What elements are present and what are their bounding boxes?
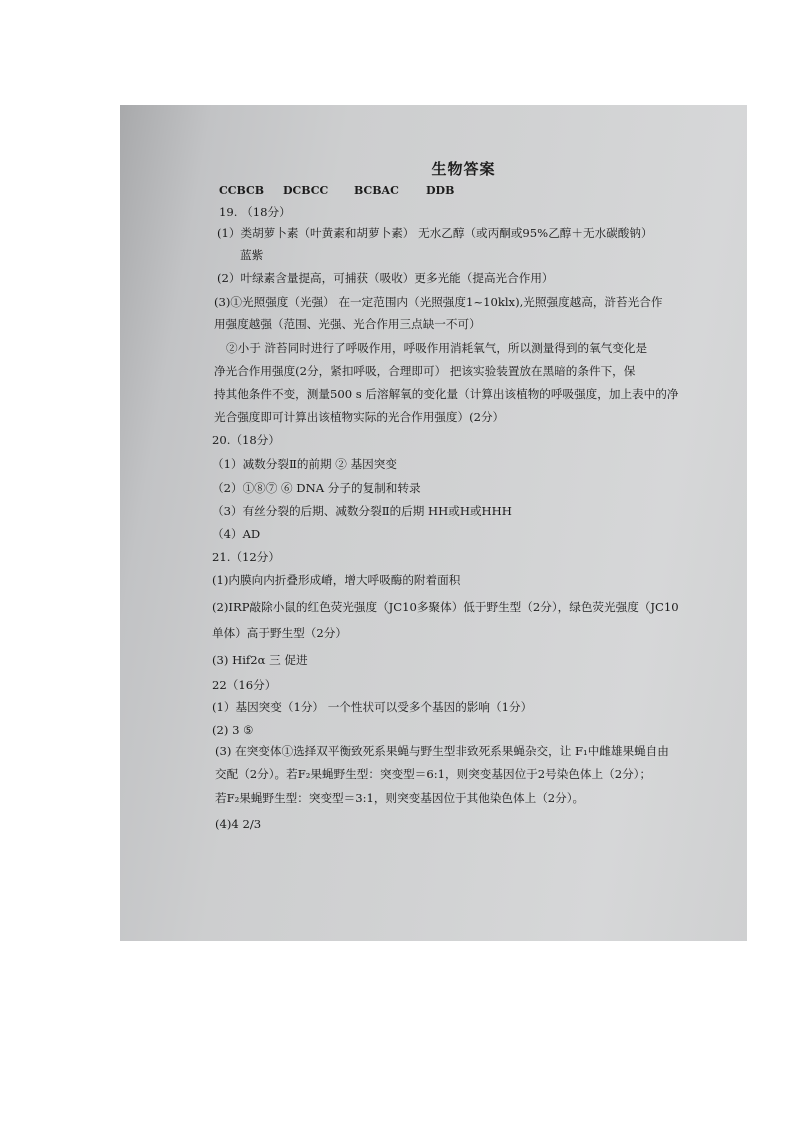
q21-1-line: (1)内膜向内折叠形成嵴，增大呼吸酶的附着面积 (212, 573, 461, 587)
q22-1-line: (1）基因突变（1分） 一个性状可以受多个基因的影响（1分） (212, 700, 533, 714)
photo-of-answer-sheet (120, 105, 747, 941)
q20-1-line: （1）减数分裂Ⅱ的前期 ② 基因突变 (212, 457, 397, 471)
q19-3-line-2: 用强度越强（范围、光强、光合作用三点缺一不可） (214, 317, 481, 331)
q21-header: 21.（12分） (212, 550, 280, 564)
q22-3-line: (3) 在突变体①选择双平衡致死系果蝇与野生型非致死系果蝇杂交，让 F₁中雌雄果蝇自由 (215, 744, 669, 758)
q20-4-line: （4）AD (212, 527, 261, 541)
q22-3-line-3: 若F₂果蝇野生型：突变型＝3:1，则突变基因位于其他染色体上（2分）。 (215, 791, 585, 805)
q21-2-line-2: 单体）高于野生型（2分） (212, 626, 347, 640)
mc-answers-group-3: BCBAC (354, 184, 399, 197)
q20-header: 20.（18分） (212, 433, 280, 447)
q19-3-line-4: 净光合作用强度(2分，紧扣呼吸，合理即可） 把该实验装置放在黑暗的条件下，保 (214, 364, 636, 378)
mc-answers-group-2: DCBCC (283, 184, 329, 197)
mc-answers-group-1: CCBCB (219, 184, 265, 197)
q19-header: 19. （18分） (219, 205, 291, 219)
mc-answers-group-4: DDB (426, 184, 455, 197)
q19-3-line-5: 持其他条件不变，测量500 s 后溶解氧的变化量（计算出该植物的呼吸强度，加上表中的净 (214, 387, 679, 401)
q19-3-line-3: ②小于 浒苔同时进行了呼吸作用，呼吸作用消耗氧气，所以测量得到的氧气变化是 (226, 341, 648, 355)
q22-3-line-2: 交配（2分）。若F₂果蝇野生型：突变型＝6:1，则突变基因位于2号染色体上（2分）； (215, 767, 652, 781)
q20-2-line: （2）①⑧⑦ ⑥ DNA 分子的复制和转录 (212, 481, 421, 495)
q22-header: 22（16分） (212, 678, 277, 692)
q21-2-line: (2)IRP敲除小鼠的红色荧光强度（JC10多聚体）低于野生型（2分），绿色荧光强度（JC10 (212, 600, 679, 614)
page-title: 生物答案 (431, 160, 496, 178)
q22-2-line: (2) 3 ⑤ (212, 723, 254, 737)
q19-1-line-2: 蓝紫 (240, 248, 264, 262)
q19-3-line: (3)①光照强度（光强） 在一定范围内（光照强度1~10klx),光照强度越高，浒苔光合作 (214, 295, 663, 309)
q19-3-line-6: 光合强度即可计算出该植物实际的光合作用强度）(2分） (214, 410, 505, 424)
q19-2-line: (2）叶绿素含量提高，可捕获（吸收）更多光能（提高光合作用） (217, 271, 554, 285)
q20-3-line: （3）有丝分裂的后期、减数分裂Ⅱ的后期 HH或H或HHH (212, 504, 512, 518)
q22-4-line: (4)4 2/3 (215, 817, 262, 831)
q19-1-line: (1）类胡萝卜素（叶黄素和胡萝卜素） 无水乙醇（或丙酮或95%乙醇＋无水碳酸钠） (217, 226, 653, 240)
q21-3-line: (3) Hif2α 三 促进 (212, 653, 308, 667)
answer-sheet (120, 105, 747, 941)
